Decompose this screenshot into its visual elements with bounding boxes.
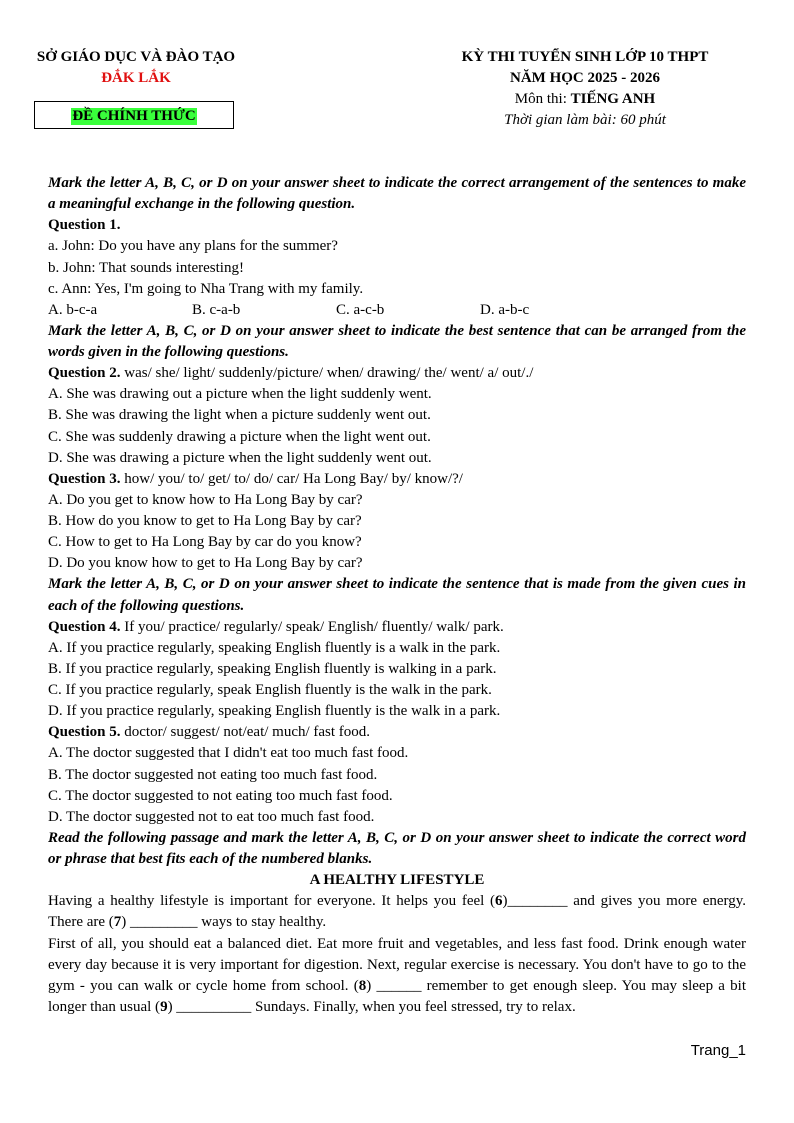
blank-6-number: 6 [495, 893, 503, 910]
blank-7-number: 7 [113, 914, 122, 931]
time-allowed: Thời gian làm bài: 60 phút [504, 112, 666, 128]
instruction-2: Mark the letter A, B, C, or D on your answer sheet to indicate the best sentence that can be arranged from the words given in the following questions. [48, 322, 746, 360]
question-5 [48, 722, 746, 743]
header-right [410, 47, 760, 131]
q4-option-a: A. If you practice regularly, speaking English fluently is a walk in the park. [48, 639, 501, 656]
instruction-4: Read the following passage and mark the letter A, B, C, or D on your answer sheet to indicate the correct word or phrase that best fits each of the numbered blanks. [48, 829, 746, 867]
question-1-label: Question 1. [48, 217, 121, 234]
q1-option-d: D. a-b-c [480, 301, 530, 318]
p1-text-3: ) _________ ways to stay healthy. [121, 914, 327, 931]
blank-9-number: 9 [160, 998, 168, 1015]
q1-line-c: c. Ann: Yes, I'm going to Nha Trang with my family. [48, 280, 364, 297]
q2-option-a: A. She was drawing out a picture when the light suddenly went. [48, 386, 432, 403]
q1-line-b: b. John: That sounds interesting! [48, 259, 244, 276]
q3-cue: how/ you/ to/ get/ to/ do/ car/ Ha Long Bay/ by/ know/?/ [120, 470, 463, 487]
question-2-label: Question 2. [48, 365, 121, 382]
question-5-label: Question 5. [48, 724, 121, 741]
p2-text-3: ) __________ Sundays. Finally, when you feel stressed, try to relax. [167, 998, 576, 1015]
q3-option-b: B. How do you know to get to Ha Long Bay by car? [48, 513, 362, 529]
q4-option-d: D. If you practice regularly, speaking English fluently is the walk in a park. [48, 703, 501, 720]
q1-line-a: a. John: Do you have any plans for the summer? [48, 238, 338, 255]
q5-option-d: D. The doctor suggested not to eat too much fast food. [48, 808, 375, 825]
province-name: ĐẮK LẮK [101, 70, 171, 86]
q4-option-c: C. If you practice regularly, speak English fluently is the walk in the park. [48, 682, 492, 698]
q4-cue: If you/ practice/ regularly/ speak/ English/ fluently/ walk/ park. [120, 618, 504, 635]
p1-text-1: Having a healthy lifestyle is important for everyone. It helps you feel ( [48, 893, 496, 910]
header-left [22, 47, 250, 89]
question-4 [48, 617, 746, 638]
instruction-3: Mark the letter A, B, C, or D on your answer sheet to indicate the sentence that is made from the given cues in each of the following questions. [48, 576, 746, 614]
q1-option-a: A. b-c-a [48, 301, 98, 318]
q2-option-c: C. She was suddenly drawing a picture when the light went out. [48, 428, 431, 445]
q1-option-b: B. c-a-b [192, 301, 241, 318]
official-exam-box [34, 101, 234, 129]
q2-option-b: B. She was drawing the light when a picture suddenly went out. [48, 407, 431, 424]
q3-option-c: C. How to get to Ha Long Bay by car do you know? [48, 534, 362, 551]
exam-content [48, 173, 746, 1018]
instruction-1: Mark the letter A, B, C, or D on your answer sheet to indicate the correct arrangement of the sentences to make a meaningful exchange in the following question. [48, 175, 746, 213]
q5-option-b: B. The doctor suggested not eating too much fast food. [48, 766, 378, 783]
school-year: NĂM HỌC 2025 - 2026 [510, 70, 660, 86]
department-name: SỞ GIÁO DỤC VÀ ĐÀO TẠO [36, 49, 236, 65]
q5-cue: doctor/ suggest/ not/eat/ much/ fast food. [120, 724, 371, 741]
subject-label: Môn thi: [514, 91, 571, 107]
q2-cue: was/ she/ light/ suddenly/picture/ when/ drawing/ the/ went/ a/ out/./ [120, 365, 534, 382]
subject-name: TIẾNG ANH [570, 91, 656, 107]
question-3-label: Question 3. [48, 470, 121, 487]
q5-option-c: C. The doctor suggested to not eating too much fast food. [48, 787, 393, 804]
subject-line [410, 89, 760, 110]
q3-option-a: A. Do you get to know how to Ha Long Bay by car? [48, 491, 363, 508]
q3-option-d: D. Do you know how to get to Ha Long Bay by car? [48, 555, 363, 572]
q4-option-b: B. If you practice regularly, speaking English fluently is walking in a park. [48, 660, 497, 677]
blank-8-number: 8 [358, 977, 367, 994]
official-exam-label: ĐỀ CHÍNH THỨC [72, 108, 196, 124]
exam-title: KỲ THI TUYỂN SINH LỚP 10 THPT [461, 49, 709, 65]
p2-text-1: First of all, you should eat a balanced diet. Eat more fruit and vegetables, and less fast food. Drink enough water every day because it is very important for digestion. Next, regular exercise is necessary. You don't have to go to the gym - you can walk or cycle home from school. ( [48, 935, 746, 994]
p1-text-2: )________ and gives you more energy. There are ( [48, 893, 747, 931]
p2-text-2: ) ______ remember to get enough sleep. You may sleep a bit longer than usual ( [48, 977, 746, 1015]
q1-options [48, 300, 746, 321]
passage-title: A HEALTHY LIFESTYLE [309, 872, 485, 889]
question-3 [48, 469, 746, 490]
question-2 [48, 363, 746, 384]
q2-option-d: D. She was drawing a picture when the light suddenly went out. [48, 449, 432, 466]
q1-option-c: C. a-c-b [336, 301, 385, 318]
question-4-label: Question 4. [48, 618, 121, 635]
passage-paragraph-2 [48, 934, 746, 1019]
page-number: Trang_1 [690, 1042, 746, 1059]
passage-paragraph-1 [48, 891, 746, 933]
q5-option-a: A. The doctor suggested that I didn't eat too much fast food. [48, 745, 409, 762]
